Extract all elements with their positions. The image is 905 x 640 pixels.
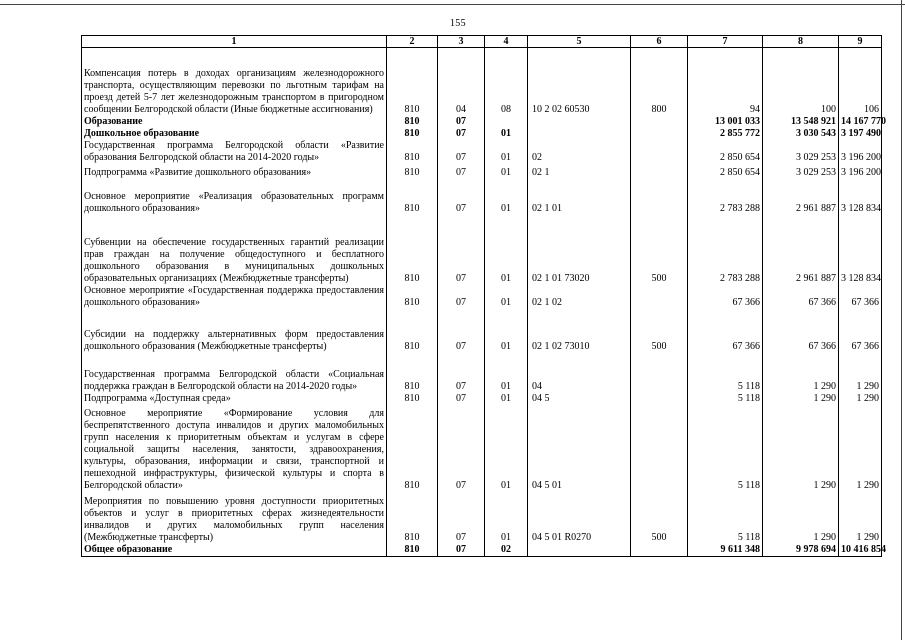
table-row (82, 492, 882, 544)
target-article-cell: 04 5 (528, 393, 631, 405)
page-right-border (901, 0, 902, 640)
table-row (82, 179, 882, 215)
amount-col9-cell: 106 (839, 48, 882, 117)
target-article-cell: 02 1 02 73010 (528, 309, 631, 353)
row-name-cell: Основное мероприятие «Реализация образовательных программ дошкольного образования» (82, 179, 387, 215)
amount-col8-cell: 3 029 253 (763, 164, 839, 179)
amount-col7-cell: 2 783 288 (688, 215, 763, 285)
target-article-cell: 02 1 02 (528, 285, 631, 309)
expense-type-cell: 500 (631, 215, 688, 285)
target-article-cell: 04 5 01 R0270 (528, 492, 631, 544)
amount-col8-cell: 13 548 921 (763, 116, 839, 128)
column-header: 3 (438, 36, 485, 48)
amount-col7-cell: 5 118 (688, 405, 763, 492)
ministry-code-cell: 810 (387, 140, 438, 164)
subsection-code-cell: 01 (485, 309, 528, 353)
target-article-cell: 04 (528, 353, 631, 393)
amount-col7-cell: 2 850 654 (688, 140, 763, 164)
amount-col7-cell: 9 611 348 (688, 544, 763, 557)
amount-col7-cell: 2 855 772 (688, 128, 763, 140)
subsection-code-cell: 01 (485, 492, 528, 544)
table-row (82, 48, 882, 117)
amount-col7-cell: 5 118 (688, 353, 763, 393)
row-name-cell: Основное мероприятие «Формирование условия для беспрепятственного доступа инвалидов и других маломобильных групп населения к приоритетным объектам и услугам в сфере социальной защиты населения, занятости, здравоохранения, культуры, образования, информации и связи, транспортной и пешеходной инфраструктуры, физической культуры и спорта в Белгородской области» (82, 405, 387, 492)
expense-type-cell (631, 128, 688, 140)
table-row (82, 128, 882, 140)
table-row (82, 215, 882, 285)
expense-type-cell (631, 393, 688, 405)
amount-col9-cell: 67 366 (839, 309, 882, 353)
ministry-code-cell: 810 (387, 353, 438, 393)
subsection-code-cell: 01 (485, 285, 528, 309)
table-row (82, 140, 882, 164)
amount-col9-cell: 3 197 490 (839, 128, 882, 140)
column-header: 6 (631, 36, 688, 48)
amount-col8-cell: 2 961 887 (763, 179, 839, 215)
amount-col7-cell: 2 783 288 (688, 179, 763, 215)
subsection-code-cell: 01 (485, 179, 528, 215)
amount-col9-cell: 3 128 834 (839, 179, 882, 215)
expense-type-cell (631, 140, 688, 164)
ministry-code-cell: 810 (387, 492, 438, 544)
amount-col9-cell: 10 416 854 (839, 544, 882, 557)
amount-col7-cell: 67 366 (688, 285, 763, 309)
amount-col9-cell: 1 290 (839, 405, 882, 492)
row-name-cell: Государственная программа Белгородской области «Развитие образования Белгородской области на 2014-2020 годы» (82, 140, 387, 164)
table-row (82, 309, 882, 353)
table-header-row (82, 36, 882, 48)
ministry-code-cell: 810 (387, 544, 438, 557)
row-name-cell: Основное мероприятие «Государственная поддержка предоставления дошкольного образования» (82, 285, 387, 309)
page-top-border (0, 4, 905, 5)
column-header: 2 (387, 36, 438, 48)
section-code-cell: 07 (438, 128, 485, 140)
section-code-cell: 07 (438, 309, 485, 353)
amount-col8-cell: 1 290 (763, 353, 839, 393)
ministry-code-cell: 810 (387, 179, 438, 215)
amount-col8-cell: 1 290 (763, 492, 839, 544)
subsection-code-cell: 01 (485, 128, 528, 140)
row-name-cell: Субсидии на поддержку альтернативных форм предоставления дошкольного образования (Межбюджетные трансферты) (82, 309, 387, 353)
column-header: 1 (82, 36, 387, 48)
ministry-code-cell: 810 (387, 393, 438, 405)
subsection-code-cell: 01 (485, 215, 528, 285)
table-row (82, 116, 882, 128)
amount-col7-cell: 94 (688, 48, 763, 117)
expense-type-cell (631, 285, 688, 309)
expense-type-cell: 800 (631, 48, 688, 117)
section-code-cell: 07 (438, 353, 485, 393)
amount-col9-cell: 67 366 (839, 285, 882, 309)
subsection-code-cell: 01 (485, 164, 528, 179)
expense-type-cell (631, 164, 688, 179)
subsection-code-cell: 01 (485, 140, 528, 164)
expense-type-cell (631, 116, 688, 128)
row-name-cell: Субвенции на обеспечение государственных гарантий реализации прав граждан на получение общедоступного и бесплатного дошкольного образования в муниципальных дошкольных образовательных организациях (Межбюджетные трансферты) (82, 215, 387, 285)
subsection-code-cell: 01 (485, 405, 528, 492)
section-code-cell: 07 (438, 140, 485, 164)
table-row (82, 353, 882, 393)
amount-col8-cell: 67 366 (763, 309, 839, 353)
amount-col8-cell: 1 290 (763, 393, 839, 405)
subsection-code-cell: 01 (485, 393, 528, 405)
table-row (82, 164, 882, 179)
amount-col9-cell: 14 167 770 (839, 116, 882, 128)
section-code-cell: 07 (438, 179, 485, 215)
amount-col9-cell: 3 128 834 (839, 215, 882, 285)
ministry-code-cell: 810 (387, 285, 438, 309)
amount-col8-cell: 3 029 253 (763, 140, 839, 164)
table-row (82, 405, 882, 492)
section-code-cell: 07 (438, 492, 485, 544)
subsection-code-cell: 08 (485, 48, 528, 117)
expense-type-cell: 500 (631, 492, 688, 544)
amount-col9-cell: 3 196 200 (839, 164, 882, 179)
target-article-cell (528, 128, 631, 140)
row-name-cell: Государственная программа Белгородской области «Социальная поддержка граждан в Белгородской области на 2014-2020 годы» (82, 353, 387, 393)
table-row (82, 393, 882, 405)
expense-type-cell (631, 353, 688, 393)
column-header: 7 (688, 36, 763, 48)
row-name-cell: Дошкольное образование (82, 128, 387, 140)
target-article-cell: 02 (528, 140, 631, 164)
section-code-cell: 04 (438, 48, 485, 117)
amount-col7-cell: 67 366 (688, 309, 763, 353)
section-code-cell: 07 (438, 544, 485, 557)
amount-col9-cell: 1 290 (839, 353, 882, 393)
expense-type-cell (631, 405, 688, 492)
ministry-code-cell: 810 (387, 309, 438, 353)
amount-col9-cell: 1 290 (839, 393, 882, 405)
column-header: 4 (485, 36, 528, 48)
page-number: 155 (450, 18, 466, 29)
amount-col7-cell: 2 850 654 (688, 164, 763, 179)
section-code-cell: 07 (438, 405, 485, 492)
amount-col8-cell: 1 290 (763, 405, 839, 492)
expense-type-cell: 500 (631, 309, 688, 353)
table-row (82, 544, 882, 557)
row-name-cell: Подпрограмма «Доступная среда» (82, 393, 387, 405)
ministry-code-cell: 810 (387, 405, 438, 492)
table-row (82, 285, 882, 309)
expense-type-cell (631, 544, 688, 557)
subsection-code-cell: 01 (485, 353, 528, 393)
amount-col8-cell: 100 (763, 48, 839, 117)
subsection-code-cell (485, 116, 528, 128)
amount-col8-cell: 9 978 694 (763, 544, 839, 557)
section-code-cell: 07 (438, 164, 485, 179)
ministry-code-cell: 810 (387, 215, 438, 285)
amount-col9-cell: 1 290 (839, 492, 882, 544)
target-article-cell: 04 5 01 (528, 405, 631, 492)
section-code-cell: 07 (438, 285, 485, 309)
amount-col8-cell: 3 030 543 (763, 128, 839, 140)
target-article-cell: 10 2 02 60530 (528, 48, 631, 117)
column-header: 9 (839, 36, 882, 48)
amount-col8-cell: 67 366 (763, 285, 839, 309)
amount-col7-cell: 13 001 033 (688, 116, 763, 128)
ministry-code-cell: 810 (387, 48, 438, 117)
section-code-cell: 07 (438, 116, 485, 128)
ministry-code-cell: 810 (387, 128, 438, 140)
ministry-code-cell: 810 (387, 116, 438, 128)
row-name-cell: Общее образование (82, 544, 387, 557)
amount-col8-cell: 2 961 887 (763, 215, 839, 285)
column-header: 5 (528, 36, 631, 48)
target-article-cell (528, 116, 631, 128)
target-article-cell (528, 544, 631, 557)
row-name-cell: Образование (82, 116, 387, 128)
amount-col7-cell: 5 118 (688, 492, 763, 544)
expense-type-cell (631, 179, 688, 215)
row-name-cell: Мероприятия по повышению уровня доступности приоритетных объектов и услуг в приоритетных сферах жизнедеятельности инвалидов и других маломобильных групп населения (Межбюджетные трансферты) (82, 492, 387, 544)
target-article-cell: 02 1 01 (528, 179, 631, 215)
row-name-cell: Подпрограмма «Развитие дошкольного образования» (82, 164, 387, 179)
target-article-cell: 02 1 (528, 164, 631, 179)
section-code-cell: 07 (438, 393, 485, 405)
section-code-cell: 07 (438, 215, 485, 285)
ministry-code-cell: 810 (387, 164, 438, 179)
amount-col9-cell: 3 196 200 (839, 140, 882, 164)
subsection-code-cell: 02 (485, 544, 528, 557)
amount-col7-cell: 5 118 (688, 393, 763, 405)
column-header: 8 (763, 36, 839, 48)
target-article-cell: 02 1 01 73020 (528, 215, 631, 285)
row-name-cell: Компенсация потерь в доходах организациям железнодорожного транспорта, осуществляющим перевозки по льготным тарифам на проезд детей 5-7 лет железнодорожным транспортом в пригородном сообщении Белгородской области (Иные бюджетные ассигнования) (82, 48, 387, 117)
budget-table (81, 35, 886, 557)
